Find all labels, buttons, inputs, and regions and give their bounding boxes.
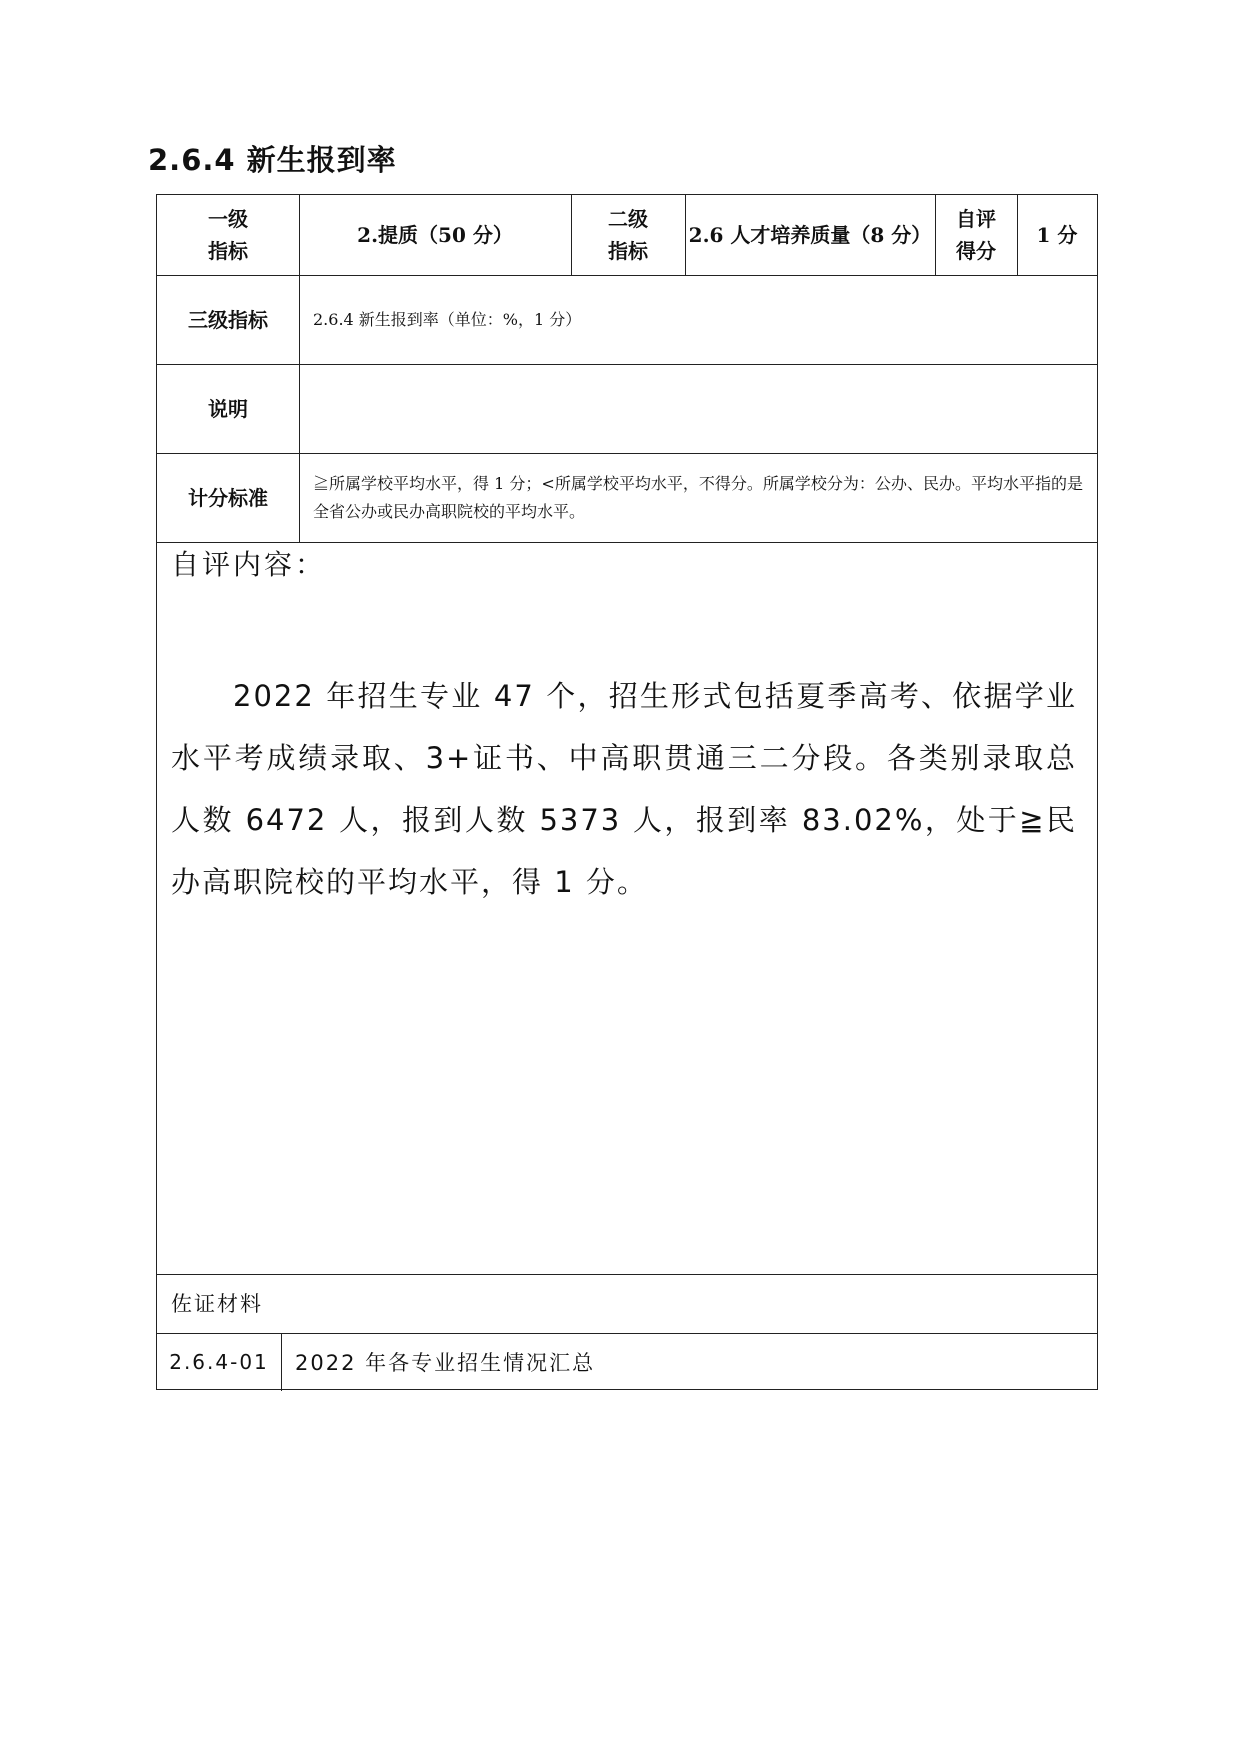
level2-label: 二级 指标 bbox=[608, 207, 648, 263]
row-divider bbox=[157, 1274, 1097, 1275]
level1-label: 一级 指标 bbox=[208, 207, 248, 263]
evidence-item-code: 2.6.4-01 bbox=[169, 1350, 269, 1374]
section-title: 2.6.4 新生报到率 bbox=[148, 143, 397, 177]
self-evaluation-heading: 自评内容： bbox=[171, 548, 327, 581]
self-score-label: 自评 得分 bbox=[956, 207, 996, 263]
level3-value: 2.6.4 新生报到率（单位：%，1 分） bbox=[313, 309, 582, 329]
evidence-item-title: 2022 年各专业招生情况汇总 bbox=[295, 1351, 596, 1375]
level2-value: 2.6 人才培养质量（8 分） bbox=[688, 223, 932, 247]
level3-label: 三级指标 bbox=[188, 307, 268, 332]
evaluation-table bbox=[156, 194, 1098, 1390]
column-divider bbox=[281, 1333, 282, 1391]
explanation-label: 说明 bbox=[208, 396, 248, 421]
level1-value: 2.提质（50 分） bbox=[357, 223, 513, 247]
row-divider bbox=[157, 542, 1097, 543]
explanation-value bbox=[299, 364, 1097, 453]
scoring-value: ≧所属学校平均水平，得 1 分；<所属学校平均水平，不得分。所属学校分为：公办、民办。平均水平指的是全省公办或民办高职院校的平均水平。 bbox=[313, 473, 1083, 521]
self-score-value: 1 分 bbox=[1036, 223, 1078, 247]
self-evaluation-body: 2022 年招生专业 47 个，招生形式包括夏季高考、依据学业水平考成绩录取、3+证书、中高职贯通三二分段。各类别录取总人数 6472 人，报到人数 5373 人，报到率 83.02%，处于≧民办高职院校的平均水平，得 1 分。 bbox=[171, 679, 1077, 899]
scoring-label: 计分标准 bbox=[188, 485, 268, 510]
evidence-label: 佐证材料 bbox=[171, 1292, 263, 1316]
